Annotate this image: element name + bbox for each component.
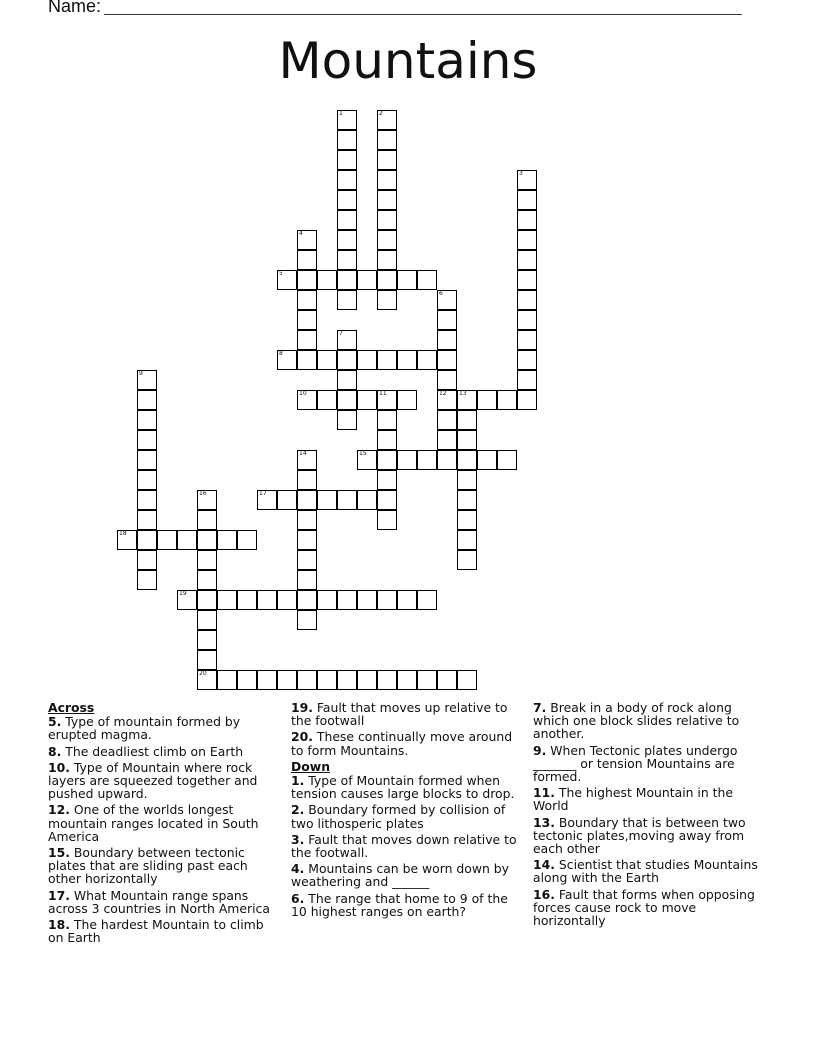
clue-text: Fault that moves up relative to the footwall — [291, 700, 508, 729]
clue-number: 17 — [259, 490, 267, 497]
clue-text: These continually move around to form Mountains. — [291, 729, 513, 758]
grid-cell[interactable] — [337, 230, 357, 250]
grid-cell[interactable] — [297, 490, 317, 510]
grid-cell[interactable] — [377, 270, 397, 290]
grid-cell[interactable] — [217, 590, 237, 610]
clue-item — [533, 744, 761, 784]
clue-number-label: 4. — [291, 861, 305, 877]
grid-cell[interactable] — [437, 310, 457, 330]
clue-text: Type of Mountain formed when tension causes large blocks to drop. — [291, 773, 515, 802]
clue-item — [48, 761, 274, 801]
across-header: Across — [48, 700, 95, 715]
grid-cell[interactable] — [137, 530, 157, 550]
clue-number: 15 — [359, 450, 367, 457]
grid-cell[interactable] — [517, 310, 537, 330]
grid-cell[interactable] — [297, 550, 317, 570]
grid-cell[interactable] — [297, 610, 317, 630]
across-clue-list — [48, 715, 274, 944]
grid-cell[interactable] — [317, 670, 337, 690]
clue-number-label: 12. — [48, 802, 70, 818]
grid-cell[interactable] — [297, 350, 317, 370]
grid-cell[interactable] — [377, 410, 397, 430]
grid-cell[interactable] — [517, 270, 537, 290]
grid-cell[interactable] — [517, 350, 537, 370]
grid-cell[interactable] — [517, 230, 537, 250]
grid-cell[interactable] — [457, 490, 477, 510]
grid-cell[interactable] — [377, 670, 397, 690]
grid-cell[interactable] — [137, 490, 157, 510]
across-clue-list-continued — [291, 701, 517, 757]
grid-cell[interactable] — [237, 530, 257, 550]
clue-number-label: 6. — [291, 890, 305, 906]
grid-cell[interactable] — [197, 530, 217, 550]
grid-cell[interactable] — [517, 330, 537, 350]
grid-cell[interactable] — [257, 670, 277, 690]
grid-cell[interactable] — [297, 510, 317, 530]
clue-text: Type of Mountain where rock layers are squeezed together and pushed upward. — [48, 759, 258, 802]
grid-cell[interactable] — [437, 330, 457, 350]
clue-number-label: 11. — [533, 785, 555, 801]
grid-cell[interactable] — [457, 550, 477, 570]
grid-cell[interactable] — [377, 190, 397, 210]
grid-cell[interactable] — [337, 370, 357, 390]
grid-cell[interactable] — [397, 590, 417, 610]
clue-number: 12 — [439, 390, 447, 397]
grid-cell[interactable] — [137, 450, 157, 470]
grid-cell[interactable] — [337, 590, 357, 610]
grid-cell[interactable] — [137, 410, 157, 430]
grid-cell[interactable] — [337, 490, 357, 510]
grid-cell[interactable] — [517, 190, 537, 210]
grid-cell[interactable] — [297, 290, 317, 310]
clue-text: The deadliest climb on Earth — [61, 743, 244, 759]
clue-number-label: 1. — [291, 773, 305, 789]
grid-cell[interactable] — [377, 230, 397, 250]
grid-cell[interactable] — [397, 350, 417, 370]
clue-number: 4 — [299, 230, 303, 237]
grid-cell[interactable] — [297, 590, 317, 610]
grid-cell[interactable] — [377, 250, 397, 270]
grid-cell[interactable] — [277, 490, 297, 510]
grid-cell[interactable] — [297, 310, 317, 330]
clue-item — [48, 715, 274, 741]
grid-cell[interactable] — [437, 410, 457, 430]
grid-cell[interactable] — [237, 590, 257, 610]
grid-cell[interactable] — [257, 590, 277, 610]
grid-cell[interactable] — [377, 350, 397, 370]
grid-cell[interactable] — [297, 250, 317, 270]
clue-item — [533, 816, 761, 856]
clue-number: 11 — [379, 390, 387, 397]
clue-number: 1 — [339, 110, 343, 117]
grid-cell[interactable] — [317, 390, 337, 410]
grid-cell[interactable] — [137, 470, 157, 490]
clue-item — [533, 701, 761, 741]
grid-cell[interactable] — [457, 470, 477, 490]
grid-cell[interactable] — [397, 670, 417, 690]
grid-cell[interactable] — [317, 350, 337, 370]
clue-text: Fault that moves down relative to the footwall. — [291, 831, 517, 861]
grid-cell[interactable] — [457, 430, 477, 450]
clue-number-label: 2. — [291, 802, 305, 818]
grid-cell[interactable] — [337, 670, 357, 690]
grid-cell[interactable] — [137, 510, 157, 530]
down-header: Down — [291, 758, 331, 774]
clue-number-label: 17. — [48, 887, 70, 903]
clue-item — [291, 833, 517, 859]
clue-number-label: 13. — [533, 814, 555, 830]
clue-item — [291, 803, 517, 829]
grid-cell[interactable] — [457, 450, 477, 470]
grid-cell[interactable] — [337, 290, 357, 310]
clue-number: 8 — [279, 350, 283, 357]
grid-cell[interactable] — [397, 270, 417, 290]
grid-cell[interactable] — [337, 390, 357, 410]
clue-text: Break in a body of rock along which one block slides relative to another. — [533, 700, 740, 742]
grid-cell[interactable] — [197, 570, 217, 590]
grid-cell[interactable] — [177, 530, 197, 550]
down-clue-list — [291, 774, 517, 918]
grid-cell[interactable] — [477, 390, 497, 410]
grid-cell[interactable] — [377, 170, 397, 190]
grid-cell[interactable] — [417, 270, 437, 290]
clue-item — [291, 730, 517, 756]
clue-item — [291, 862, 517, 888]
grid-cell[interactable] — [197, 590, 217, 610]
clues-column-2 — [291, 701, 517, 921]
grid-cell[interactable] — [377, 150, 397, 170]
clue-number: 9 — [139, 370, 143, 377]
down-clue-list-continued — [533, 701, 761, 927]
clue-number: 6 — [439, 290, 443, 297]
clue-text: Fault that forms when opposing forces cause rock to move horizontally — [533, 886, 755, 929]
clue-number-label: 5. — [48, 714, 62, 730]
clue-text: Scientist that studies Mountains along with the Earth — [533, 857, 758, 886]
grid-cell[interactable] — [377, 210, 397, 230]
page-title: Mountains — [278, 32, 538, 90]
grid-cell[interactable] — [437, 370, 457, 390]
grid-cell[interactable] — [317, 270, 337, 290]
grid-cell[interactable] — [357, 270, 377, 290]
clue-number-label: 8. — [48, 743, 62, 759]
grid-cell[interactable] — [337, 250, 357, 270]
clue-number: 2 — [379, 110, 383, 117]
grid-cell[interactable] — [417, 670, 437, 690]
name-label: Name: — [48, 0, 102, 16]
grid-cell[interactable] — [297, 670, 317, 690]
grid-cell[interactable] — [317, 590, 337, 610]
grid-cell[interactable] — [357, 490, 377, 510]
grid-cell[interactable] — [377, 290, 397, 310]
grid-cell[interactable] — [517, 290, 537, 310]
clue-number: 10 — [299, 390, 307, 397]
clue-text: The hardest Mountain to climb on Earth — [48, 917, 264, 946]
clue-text: The range that home to 9 of the 10 highest ranges on earth? — [291, 890, 508, 919]
grid-cell[interactable] — [377, 470, 397, 490]
grid-cell[interactable] — [197, 510, 217, 530]
grid-cell[interactable] — [357, 350, 377, 370]
grid-cell[interactable] — [377, 430, 397, 450]
grid-cell[interactable] — [437, 450, 457, 470]
grid-cell[interactable] — [437, 350, 457, 370]
clues-column-1 — [48, 701, 274, 947]
grid-cell[interactable] — [297, 530, 317, 550]
grid-cell[interactable] — [297, 570, 317, 590]
clue-number-label: 20. — [291, 729, 313, 745]
clue-number-label: 10. — [48, 759, 70, 775]
clue-number: 5 — [279, 270, 283, 277]
clue-item — [48, 889, 274, 915]
grid-cell[interactable] — [197, 630, 217, 650]
grid-cell[interactable] — [137, 430, 157, 450]
grid-cell[interactable] — [337, 150, 357, 170]
clue-number-label: 16. — [533, 886, 555, 902]
grid-cell[interactable] — [337, 210, 357, 230]
grid-cell[interactable] — [457, 530, 477, 550]
clue-text: Boundary that is between two tectonic plates,moving away from each other — [533, 814, 746, 857]
grid-cell[interactable] — [217, 530, 237, 550]
grid-cell[interactable] — [497, 390, 517, 410]
clue-number: 3 — [519, 170, 523, 177]
grid-cell[interactable] — [417, 590, 437, 610]
grid-cell[interactable] — [197, 550, 217, 570]
clue-number: 18 — [119, 530, 127, 537]
clues-column-3 — [533, 701, 761, 930]
grid-cell[interactable] — [377, 590, 397, 610]
clue-number-label: 7. — [533, 700, 547, 715]
grid-cell[interactable] — [377, 490, 397, 510]
grid-cell[interactable] — [237, 670, 257, 690]
grid-cell[interactable] — [477, 450, 497, 470]
grid-cell[interactable] — [397, 450, 417, 470]
clue-text: One of the worlds longest mountain ranges located in South America — [48, 802, 259, 844]
grid-cell[interactable] — [337, 350, 357, 370]
grid-cell[interactable] — [337, 190, 357, 210]
clue-number: 14 — [299, 450, 307, 457]
grid-cell[interactable] — [277, 670, 297, 690]
clue-item — [533, 888, 761, 928]
clue-item — [48, 745, 274, 758]
clue-number-label: 9. — [533, 742, 547, 758]
grid-cell[interactable] — [217, 670, 237, 690]
clue-number-label: 3. — [291, 831, 305, 847]
grid-cell[interactable] — [337, 270, 357, 290]
grid-cell[interactable] — [457, 510, 477, 530]
grid-cell[interactable] — [497, 450, 517, 470]
grid-cell[interactable] — [457, 410, 477, 430]
grid-cell[interactable] — [437, 430, 457, 450]
clue-text: Boundary between tectonic plates that are sliding past each other horizontally — [48, 845, 248, 887]
grid-cell[interactable] — [297, 470, 317, 490]
clue-number: 16 — [199, 490, 207, 497]
grid-cell[interactable] — [357, 670, 377, 690]
clue-text: What Mountain range spans across 3 countries in North America — [48, 887, 270, 916]
grid-cell[interactable] — [137, 570, 157, 590]
grid-cell[interactable] — [337, 410, 357, 430]
grid-cell[interactable] — [297, 270, 317, 290]
grid-cell[interactable] — [517, 210, 537, 230]
grid-cell[interactable] — [137, 390, 157, 410]
grid-cell[interactable] — [337, 130, 357, 150]
clue-number-label: 14. — [533, 857, 555, 873]
clue-item — [48, 918, 274, 944]
clue-number: 13 — [459, 390, 467, 397]
grid-cell[interactable] — [517, 390, 537, 410]
grid-cell[interactable] — [357, 590, 377, 610]
grid-cell[interactable] — [397, 390, 417, 410]
clue-item — [291, 774, 517, 800]
grid-cell[interactable] — [417, 350, 437, 370]
grid-cell[interactable] — [437, 670, 457, 690]
grid-cell[interactable] — [317, 490, 337, 510]
grid-cell[interactable] — [357, 390, 377, 410]
clue-number-label: 15. — [48, 845, 70, 861]
clue-number: 19 — [179, 590, 187, 597]
grid-cell[interactable] — [157, 530, 177, 550]
grid-cell[interactable] — [297, 330, 317, 350]
clue-text: When Tectonic plates undergo _______ or tension Mountains are formed. — [533, 742, 738, 785]
grid-cell[interactable] — [277, 590, 297, 610]
clue-item — [291, 701, 517, 727]
grid-cell[interactable] — [197, 610, 217, 630]
grid-cell[interactable] — [377, 450, 397, 470]
grid-cell[interactable] — [197, 650, 217, 670]
grid-cell[interactable] — [517, 250, 537, 270]
clue-number: 20 — [199, 670, 207, 677]
clue-item — [533, 858, 761, 884]
grid-cell[interactable] — [377, 130, 397, 150]
clue-item — [291, 892, 517, 918]
grid-cell[interactable] — [517, 370, 537, 390]
clue-text: Type of mountain formed by erupted magma. — [48, 714, 241, 743]
clue-number-label: 18. — [48, 917, 70, 933]
grid-cell[interactable] — [337, 170, 357, 190]
clue-number: 7 — [339, 330, 343, 337]
clue-text: The highest Mountain in the World — [533, 785, 733, 814]
clue-item — [533, 786, 761, 812]
clue-text: Mountains can be worn down by weathering and ______ — [291, 861, 509, 890]
grid-cell[interactable] — [377, 510, 397, 530]
grid-cell[interactable] — [457, 670, 477, 690]
grid-cell[interactable] — [137, 550, 157, 570]
clue-item — [48, 803, 274, 843]
clue-text: Boundary formed by collision of two lithosperic plates — [291, 802, 506, 831]
clue-item — [48, 846, 274, 886]
clue-number-label: 19. — [291, 700, 313, 715]
grid-cell[interactable] — [417, 450, 437, 470]
